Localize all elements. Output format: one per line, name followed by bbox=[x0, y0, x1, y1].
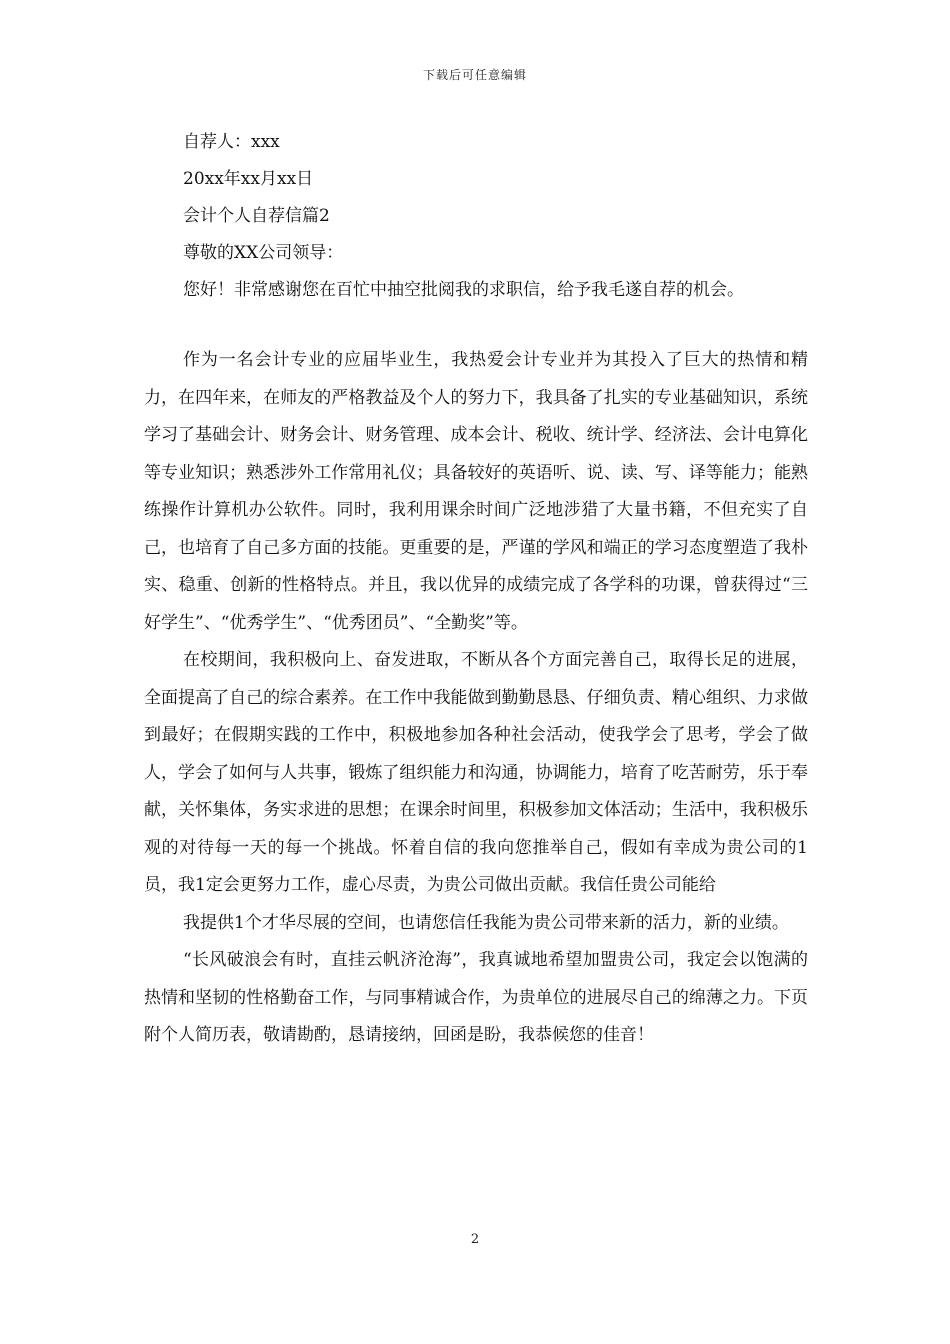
paragraph-campus: 在校期间，我积极向上、奋发进取，不断从各个方面完善自己，取得长足的进展，全面提高了自己的综合素养。在工作中我能做到勤勤恳恳、仔细负责、精心组织、力求做到最好；在假期实践的工作中，积极地参加各种社会活动，使我学会了思考，学会了做人，学会了如何与人共事，锻炼了组织能力和沟通，协调能力，培育了吃苦耐劳，乐于奉献，关怀集体，务实求进的思想；在课余时间里，积极参加文体活动；生活中，我积极乐观的对待每一天的每一个挑战。怀着自信的我向您推举自己，假如有幸成为贵公司的1员，我1定会更努力工作，虚心尽责，为贵公司做出贡献。我信任贵公司能给 bbox=[144, 650, 808, 895]
date-line: 20xx年xx月xx日 bbox=[183, 169, 314, 189]
header-note: 下载后可任意编辑 bbox=[422, 68, 527, 82]
paragraph-space: 我提供1个才华尽展的空间，也请您信任我能为贵公司带来新的活力，新的业绩。 bbox=[183, 912, 789, 933]
paragraph-closing: “长风破浪会有时，直挂云帆济沧海”，我真诚地希望加盟贵公司，我定会以饱满的热情和坚韧的性格勤奋工作，与同事精诚合作，为贵单位的进展尽自己的绵薄之力。下页附个人简历表，敬请勘酌，恳请接纳，回函是盼，我恭候您的佳音！ bbox=[144, 950, 808, 1045]
page-number: 2 bbox=[470, 1232, 480, 1247]
letter-body bbox=[144, 342, 808, 1055]
recommender-line: 自荐人：xxx bbox=[183, 132, 280, 152]
salutation: 尊敬的XX公司领导： bbox=[183, 243, 344, 263]
letter-title: 会计个人自荐信篇2 bbox=[183, 206, 330, 226]
greeting: 您好！非常感谢您在百忙中抽空批阅我的求职信，给予我毛遂自荐的机会。 bbox=[183, 280, 744, 300]
paragraph-education: 作为一名会计专业的应届毕业生，我热爱会计专业并为其投入了巨大的热情和精力，在四年来，在师友的严格教益及个人的努力下，我具备了扎实的专业基础知识，系统学习了基础会计、财务会计、财务管理、成本会计、税收、统计学、经济法、会计电算化等专业知识；熟悉涉外工作常用礼仪；具备较好的英语听、说、读、写、译等能力；能熟练操作计算机办公软件。同时，我利用课余时间广泛地涉猎了大量书籍，不但充实了自己，也培育了自己多方面的技能。更重要的是，严谨的学风和端正的学习态度塑造了我朴实、稳重、创新的性格特点。并且，我以优异的成绩完成了各学科的功课，曾获得过“三好学生”、“优秀学生”、“优秀团员”、“全勤奖”等。 bbox=[144, 350, 808, 633]
